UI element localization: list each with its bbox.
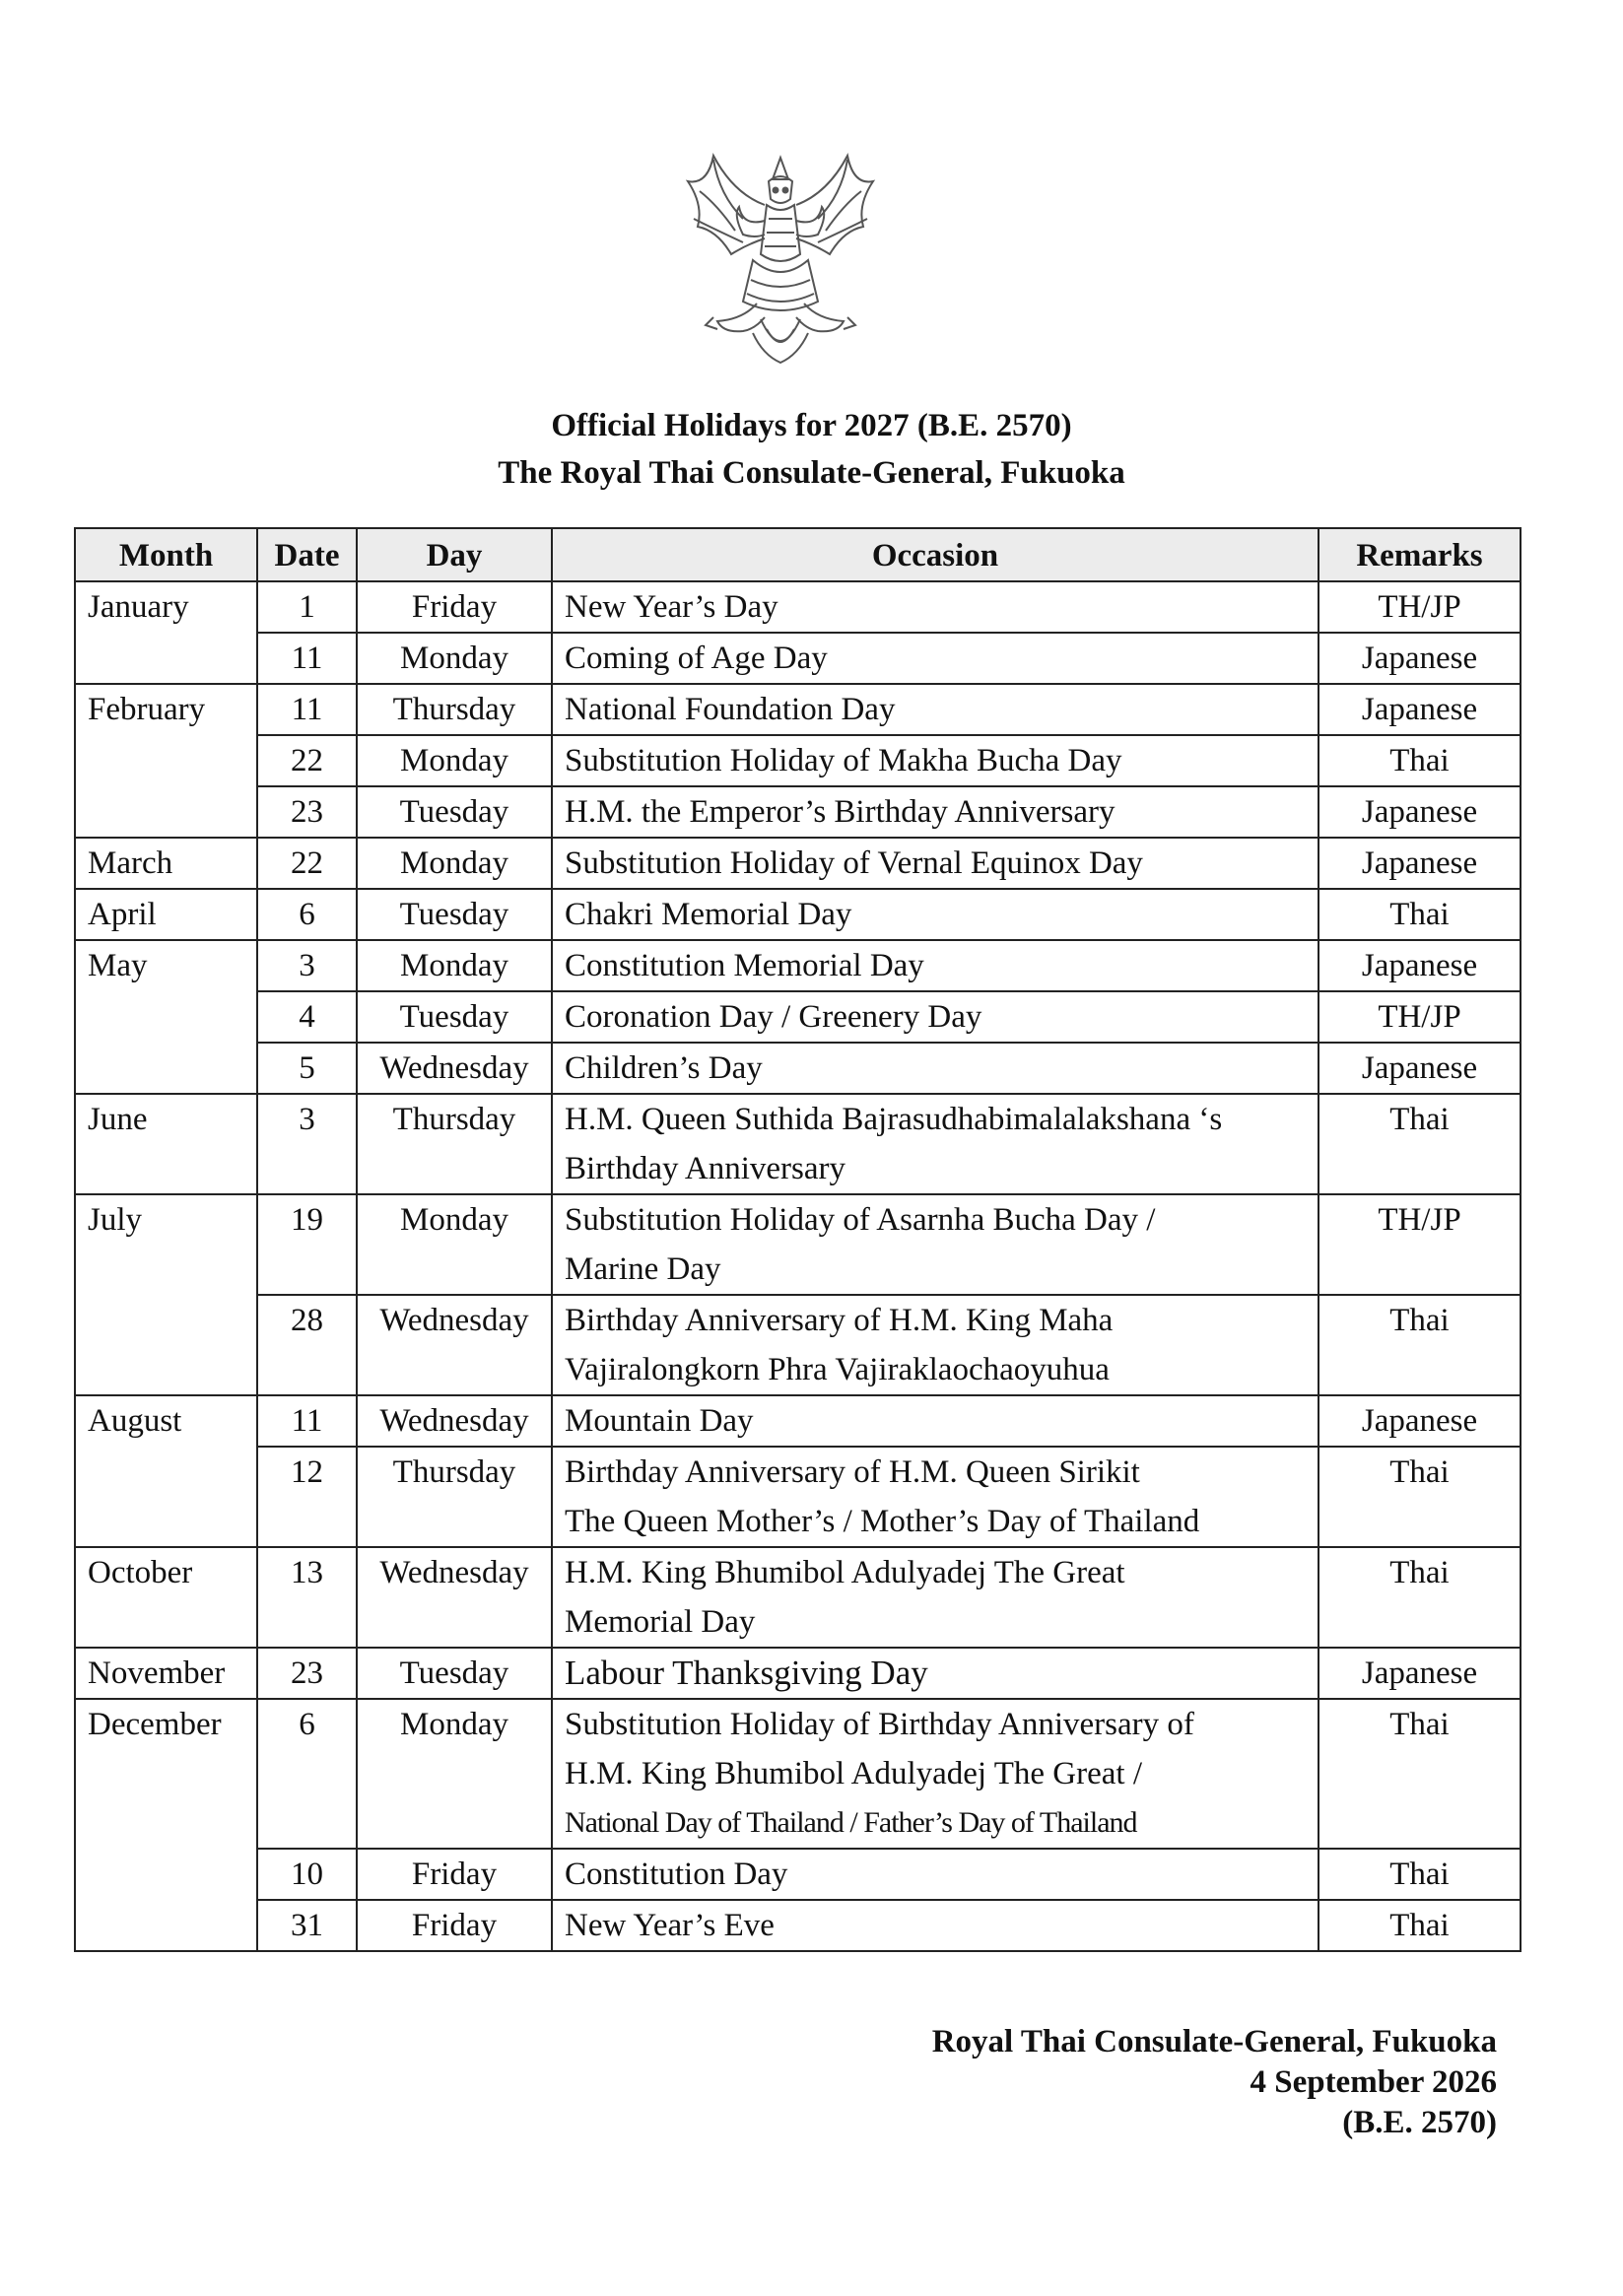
document-title [0,402,1623,497]
date-cell: 22 [257,838,357,889]
date-cell: 28 [257,1295,357,1395]
occasion-line: National Day of Thailand / Father’s Day of Thailand [565,1806,1137,1839]
occasion-line: Memorial Day [565,1604,756,1640]
remarks-cell: Thai [1319,1900,1521,1951]
date-cell: 13 [257,1547,357,1648]
table-row [75,684,1521,735]
occasion-line: Coronation Day / Greenery Day [565,999,982,1035]
month-cell: April [75,889,257,940]
remarks-cell: Japanese [1319,940,1521,991]
table-row [75,1900,1521,1951]
occasion-cell [552,1547,1319,1648]
remarks-cell: Thai [1319,1094,1521,1194]
month-cell: December [75,1699,257,1951]
occasion-line: Substitution Holiday of Asarnha Bucha Day / [565,1202,1156,1238]
title-line-1: Official Holidays for 2027 (B.E. 2570) [551,408,1072,443]
remarks-cell: Japanese [1319,1648,1521,1699]
date-cell: 31 [257,1900,357,1951]
date-cell: 5 [257,1043,357,1094]
date-cell: 19 [257,1194,357,1295]
occasion-line: Coming of Age Day [565,641,828,676]
month-cell: July [75,1194,257,1395]
date-cell: 11 [257,684,357,735]
remarks-cell: Thai [1319,1295,1521,1395]
footer-organization: Royal Thai Consulate-General, Fukuoka [931,2024,1497,2060]
occasion-line: Mountain Day [565,1403,754,1439]
signature-block [932,2022,1497,2143]
occasion-cell [552,735,1319,786]
footer-date: 4 September 2026 [1250,2064,1497,2100]
table-row [75,1849,1521,1900]
day-cell: Wednesday [357,1043,552,1094]
occasion-line: Chakri Memorial Day [565,897,852,932]
month-cell: November [75,1648,257,1699]
holidays-table [74,527,1522,1952]
occasion-line: Substitution Holiday of Vernal Equinox Day [565,845,1143,881]
table-row [75,735,1521,786]
occasion-line: The Queen Mother’s / Mother’s Day of Thailand [565,1504,1200,1539]
date-cell: 6 [257,889,357,940]
table-row [75,1699,1521,1849]
occasion-cell [552,633,1319,684]
remarks-cell: Thai [1319,735,1521,786]
date-cell: 22 [257,735,357,786]
table-header-row [75,528,1521,581]
date-cell: 23 [257,1648,357,1699]
header-occasion: Occasion [552,528,1319,581]
date-cell: 3 [257,1094,357,1194]
occasion-cell [552,1194,1319,1295]
day-cell: Friday [357,1849,552,1900]
occasion-line: Birthday Anniversary [565,1151,846,1186]
occasion-cell [552,889,1319,940]
garuda-emblem-icon [674,136,887,369]
occasion-cell [552,838,1319,889]
table-row [75,786,1521,838]
date-cell: 11 [257,633,357,684]
remarks-cell: Japanese [1319,684,1521,735]
occasion-line: Substitution Holiday of Makha Bucha Day [565,743,1122,778]
occasion-cell [552,581,1319,633]
day-cell: Monday [357,940,552,991]
table-row [75,991,1521,1043]
title-line-2: The Royal Thai Consulate-General, Fukuoka [498,455,1125,491]
date-cell: 3 [257,940,357,991]
table-row [75,1395,1521,1447]
date-cell: 12 [257,1447,357,1547]
header-day: Day [357,528,552,581]
occasion-line: H.M. Queen Suthida Bajrasudhabimalalakshana ‘s [565,1102,1223,1137]
remarks-cell: Japanese [1319,1043,1521,1094]
occasion-cell [552,1900,1319,1951]
occasion-cell [552,1447,1319,1547]
day-cell: Friday [357,581,552,633]
table-row [75,1094,1521,1194]
occasion-line: New Year’s Day [565,589,778,625]
occasion-line: Constitution Memorial Day [565,948,924,983]
table-row [75,1043,1521,1094]
table-row [75,889,1521,940]
month-cell: August [75,1395,257,1547]
day-cell: Tuesday [357,991,552,1043]
occasion-line: Marine Day [565,1251,721,1287]
remarks-cell: Thai [1319,1547,1521,1648]
month-cell: October [75,1547,257,1648]
occasion-cell [552,1648,1319,1699]
month-cell: June [75,1094,257,1194]
date-cell: 10 [257,1849,357,1900]
date-cell: 11 [257,1395,357,1447]
remarks-cell: Thai [1319,1849,1521,1900]
day-cell: Tuesday [357,889,552,940]
remarks-cell: TH/JP [1319,991,1521,1043]
table-row [75,1648,1521,1699]
remarks-cell: Thai [1319,1699,1521,1849]
remarks-cell: TH/JP [1319,581,1521,633]
day-cell: Wednesday [357,1295,552,1395]
date-cell: 23 [257,786,357,838]
day-cell: Tuesday [357,1648,552,1699]
occasion-line: H.M. King Bhumibol Adulyadej The Great / [565,1756,1142,1791]
occasion-cell [552,1849,1319,1900]
table-row [75,1547,1521,1648]
day-cell: Wednesday [357,1547,552,1648]
remarks-cell: Japanese [1319,838,1521,889]
occasion-cell [552,1395,1319,1447]
occasion-cell [552,940,1319,991]
month-cell: March [75,838,257,889]
table-row [75,581,1521,633]
header-date: Date [257,528,357,581]
occasion-line: Birthday Anniversary of H.M. King Maha [565,1303,1114,1338]
occasion-line: Birthday Anniversary of H.M. Queen Sirikit [565,1454,1140,1490]
day-cell: Thursday [357,1094,552,1194]
month-cell: February [75,684,257,838]
date-cell: 4 [257,991,357,1043]
table-row [75,838,1521,889]
day-cell: Monday [357,1194,552,1295]
occasion-cell [552,1043,1319,1094]
occasion-cell [552,1295,1319,1395]
day-cell: Monday [357,735,552,786]
occasion-line: Substitution Holiday of Birthday Anniversary of [565,1707,1194,1742]
remarks-cell: Thai [1319,889,1521,940]
table-row [75,1194,1521,1295]
occasion-cell [552,1699,1319,1849]
remarks-cell: Japanese [1319,1395,1521,1447]
occasion-line: National Foundation Day [565,692,896,727]
occasion-line: Constitution Day [565,1857,788,1892]
day-cell: Thursday [357,684,552,735]
remarks-cell: Japanese [1319,786,1521,838]
footer-buddhist-era: (B.E. 2570) [1342,2105,1497,2140]
table-row [75,1447,1521,1547]
occasion-line: H.M. the Emperor’s Birthday Anniversary [565,794,1116,830]
occasion-line: Labour Thanksgiving Day [565,1654,928,1692]
table-row [75,1295,1521,1395]
occasion-cell [552,684,1319,735]
table-row [75,940,1521,991]
day-cell: Monday [357,1699,552,1849]
occasion-cell [552,786,1319,838]
day-cell: Tuesday [357,786,552,838]
month-cell: May [75,940,257,1094]
occasion-line: Children’s Day [565,1050,763,1086]
remarks-cell: TH/JP [1319,1194,1521,1295]
day-cell: Friday [357,1900,552,1951]
day-cell: Monday [357,633,552,684]
month-cell: January [75,581,257,684]
occasion-line: New Year’s Eve [565,1908,775,1943]
table-row [75,633,1521,684]
occasion-cell [552,991,1319,1043]
header-remarks: Remarks [1319,528,1521,581]
occasion-cell [552,1094,1319,1194]
day-cell: Thursday [357,1447,552,1547]
header-month: Month [75,528,257,581]
date-cell: 6 [257,1699,357,1849]
occasion-line: Vajiralongkorn Phra Vajiraklaochaoyuhua [565,1352,1110,1387]
occasion-line: H.M. King Bhumibol Adulyadej The Great [565,1555,1125,1590]
day-cell: Monday [357,838,552,889]
remarks-cell: Thai [1319,1447,1521,1547]
day-cell: Wednesday [357,1395,552,1447]
remarks-cell: Japanese [1319,633,1521,684]
date-cell: 1 [257,581,357,633]
